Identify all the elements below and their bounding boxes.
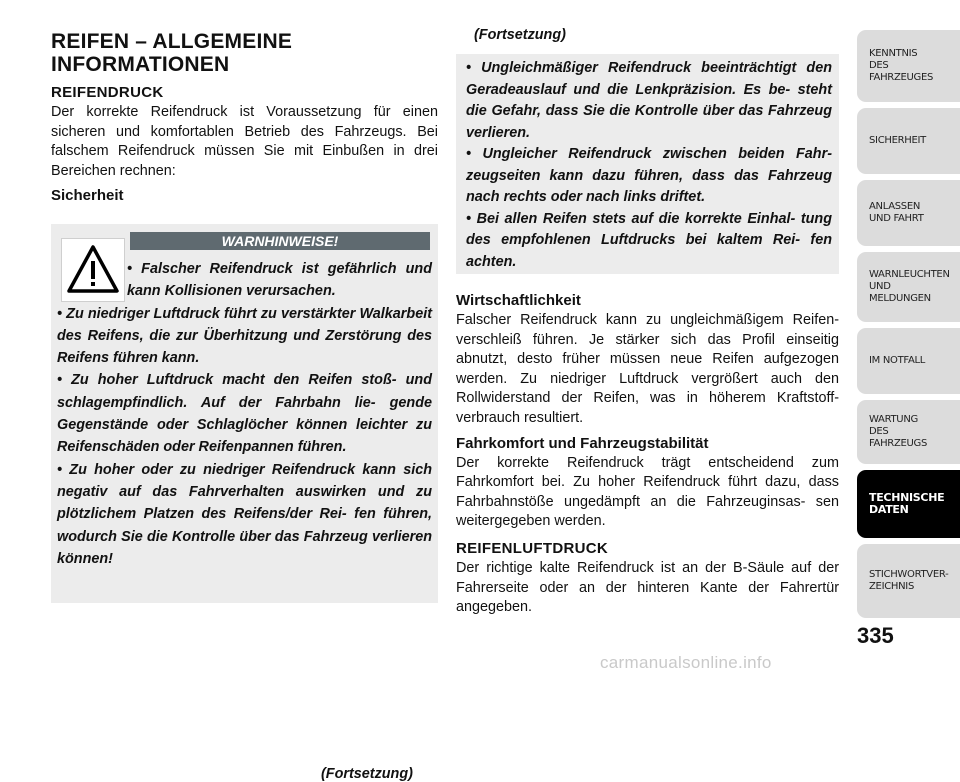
- tab-label-line: UND FAHRT: [869, 213, 924, 224]
- tab-sicherheit[interactable]: [857, 108, 960, 174]
- intro-paragraph: Der korrekte Reifendruck ist Voraussetzung für einen sicheren und komfortablen Betrieb des Fahrzeugs. Bei falschem Reifendruck müssen Sie mit Einbußen in drei Bereichen rechnen:: [51, 104, 438, 179]
- comfort-paragraph: Der korrekte Reifendruck trägt entscheidend zum Fahrkomfort bei. Zu hoher Reifendruck führt dazu, dass Fahrbahnstöße ungedämpft an die Fahrzeuginsas- sen weitergegeben werden.: [456, 454, 839, 530]
- watermark-text: carmanualsonline.info: [600, 653, 772, 672]
- tab-technische-daten[interactable]: [857, 470, 960, 538]
- warning-header: WARNHINWEISE!: [130, 232, 430, 250]
- tab-label-line: MELDUNGEN: [869, 293, 931, 304]
- tab-label-line: STICHWORTVER-: [869, 569, 949, 580]
- warning-item: • Zu hoher Luftdruck macht den Reifen stoß- und schlagempfindlich. Auf der Fahrbahn lie- gende Gegenstände oder Schlaglöcher können leichter zu Reifenschäden oder Reifenpannen führen.: [57, 372, 432, 456]
- safety-heading: Sicherheit: [51, 187, 124, 205]
- warning-box-continued: [456, 54, 839, 274]
- tab-label-line: DES: [869, 426, 889, 437]
- warning-box: [51, 224, 438, 782]
- tab-label-line: FAHRZEUGES: [869, 72, 934, 83]
- tab-label-line: DATEN: [869, 503, 909, 516]
- warning-item: • Falscher Reifendruck ist gefährlich und kann Kollisionen verursachen.: [127, 261, 432, 300]
- page-title-line-1: REIFEN – ALLGEMEINE: [51, 30, 293, 53]
- warning-list: [57, 258, 432, 570]
- tab-kenntnis-des-fahrzeuges[interactable]: [857, 30, 960, 102]
- right-body: [456, 286, 839, 618]
- continued-label: (Fortsetzung): [321, 766, 413, 782]
- warning-item: • Bei allen Reifen stets auf die korrekte Einhal- tung des empfohlenen Luftdrucks bei kaltem Rei- fen achten.: [466, 210, 832, 270]
- tab-label-line: TECHNISCHE: [869, 491, 945, 504]
- tab-label-line: DES: [869, 60, 889, 71]
- page-title-line-2: INFORMATIONEN: [51, 53, 230, 76]
- tab-label-line: ANLASSEN: [869, 201, 921, 212]
- continued-top-label: (Fortsetzung): [474, 27, 566, 43]
- subheading-reifendruck: REIFENDRUCK: [51, 84, 164, 101]
- economy-heading: Wirtschaftlichkeit: [456, 292, 581, 309]
- tab-label-line: ZEICHNIS: [869, 581, 914, 592]
- page-number: 335: [857, 623, 894, 648]
- tab-im-notfall[interactable]: [857, 328, 960, 394]
- tab-stichwortverzeichnis[interactable]: [857, 544, 960, 618]
- warning-item: • Zu hoher oder zu niedriger Reifendruck kann sich negativ auf das Fahrverhalten auswirken und zu plötzlichem Platzen des Reifens/der Rei- fen führen, wodurch Sie die Kontrolle über das Fahrzeug verlieren können!: [57, 461, 432, 567]
- tab-label-line: UND: [869, 281, 891, 292]
- tab-label-line: WARTUNG: [869, 414, 918, 425]
- page-title: [51, 30, 438, 76]
- comfort-heading: Fahrkomfort und Fahrzeugstabilität: [456, 434, 709, 452]
- tab-label-line: SICHERHEIT: [869, 135, 926, 146]
- warning-item: • Ungleichmäßiger Reifendruck beeinträchtigt den Geradeauslauf und die Lenkpräzision. Es be- steht die Gefahr, dass Sie die Kontrolle über das Fahrzeug verlieren.: [466, 60, 832, 141]
- tab-wartung-des-fahrzeugs[interactable]: [857, 400, 960, 464]
- tab-label-line: KENNTNIS: [869, 48, 918, 59]
- warning-item: • Ungleicher Reifendruck zwischen beiden Fahr- zeugseiten kann dazu führen, dass das Fahrzeug nach rechts oder nach links driftet.: [466, 146, 832, 205]
- tab-label-line: FAHRZEUGS: [869, 438, 928, 449]
- economy-paragraph: Falscher Reifendruck kann zu ungleichmäßigem Reifen- verschleiß führen. Je stärker sich das Profil einseitig abnutzt, desto früher müssen neue Reifen aufgezogen werden. Zu niedriger Luftdruck vergrößert auch den Rollwiderstand der Reifen, was in höherem Kraftstoff- verbrauch resultiert.: [456, 312, 839, 426]
- left-column: [51, 30, 438, 782]
- airpressure-heading: REIFENLUFTDRUCK: [456, 539, 608, 557]
- airpressure-paragraph: Der richtige kalte Reifendruck ist an der B-Säule auf der Fahrerseite oder an der hinteren Kante der Fahrertür angegeben.: [456, 559, 839, 616]
- tab-label-line: WARNLEUCHTEN: [869, 269, 950, 280]
- tab-anlassen-und-fahrt[interactable]: [857, 180, 960, 246]
- warning-list-continued: [466, 58, 832, 273]
- tab-warnleuchten-und-meldungen[interactable]: [857, 252, 960, 322]
- warning-item: • Zu niedriger Luftdruck führt zu verstärkter Walkarbeit des Reifens, die zur Überhitzung und Zerstörung des Reifens führen kann.: [57, 305, 432, 367]
- tab-label-line: IM NOTFALL: [869, 355, 926, 366]
